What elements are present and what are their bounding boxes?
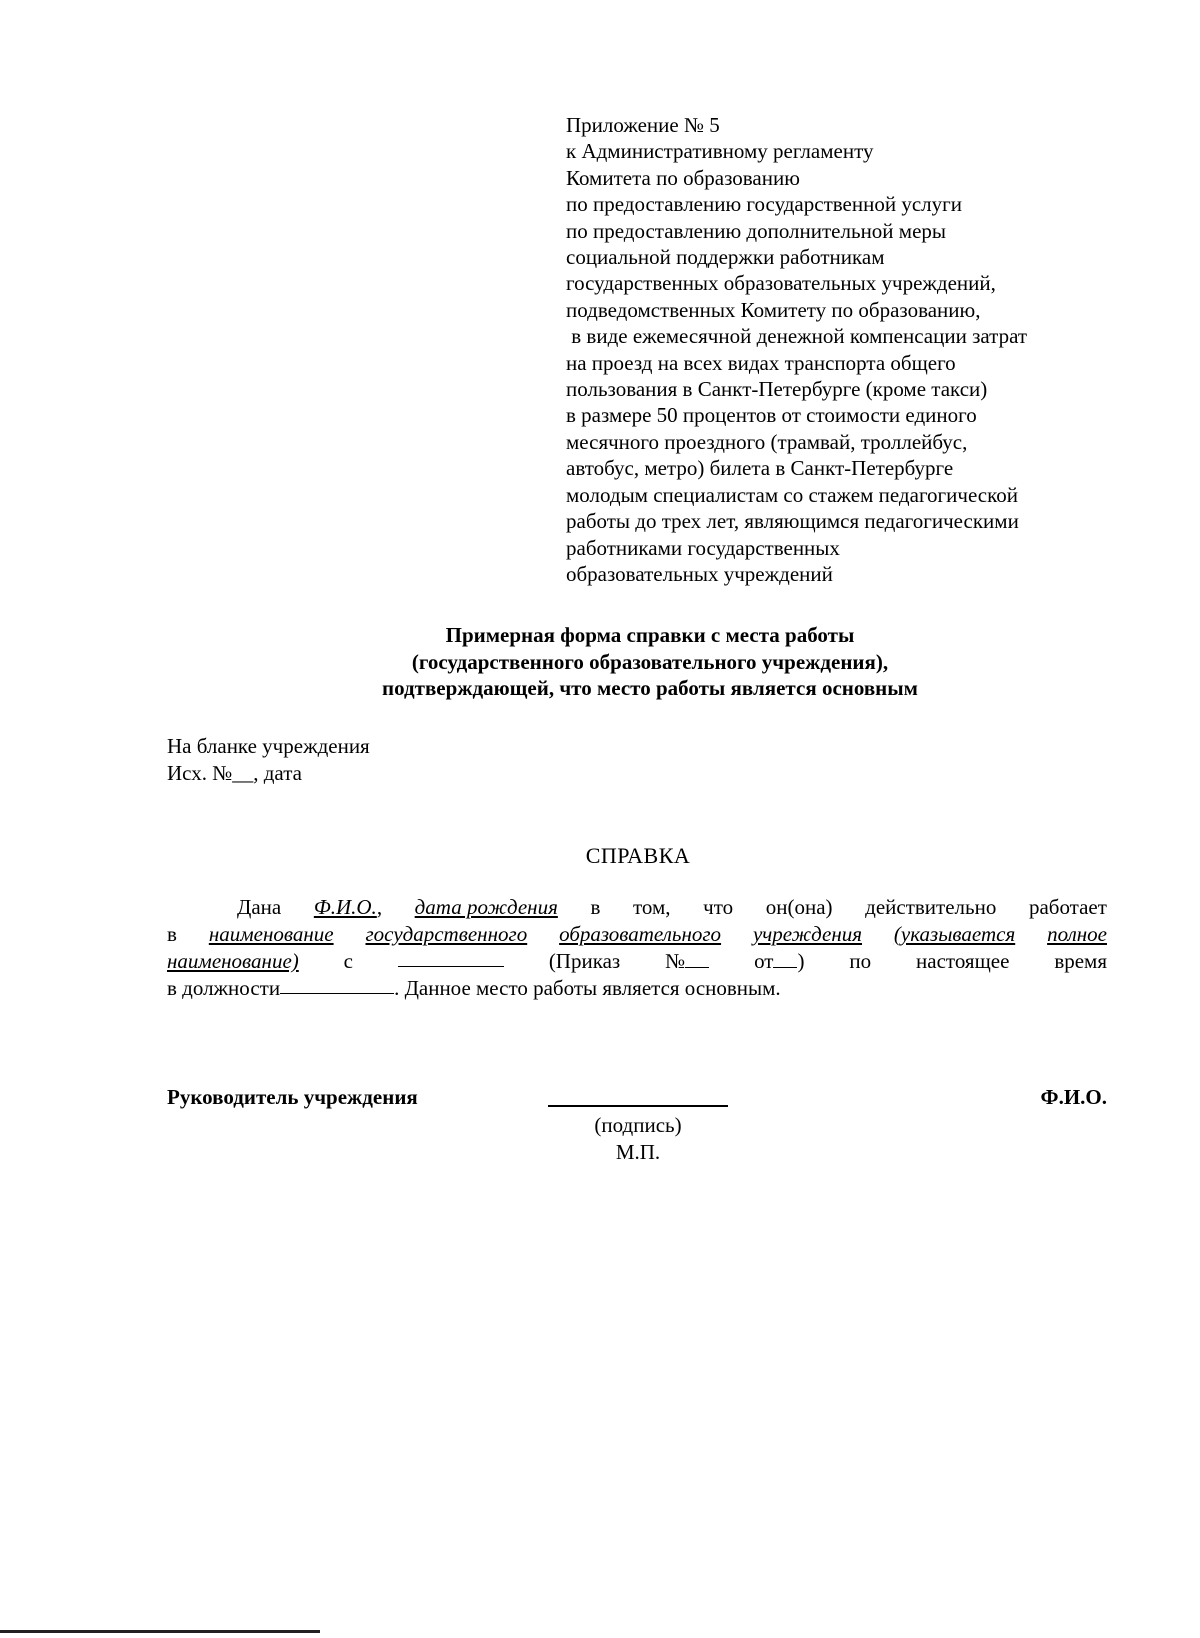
annex-line: социальной поддержки работникам (566, 245, 885, 270)
annex-line: работы до трех лет, являющимся педагогическими (566, 509, 1019, 534)
annex-line: по предоставлению государственной услуги (566, 192, 962, 217)
form-title-line-1: Примерная форма справки с места работы (445, 623, 855, 647)
body-line-4 (167, 975, 1107, 1002)
annex-line: в виде ежемесячной денежной компенсации затрат (566, 324, 1028, 349)
scan-edge-line (0, 1630, 320, 1633)
body-word: он(она) (765, 895, 833, 919)
outgoing-number-line: Исх. №__, дата (167, 761, 302, 785)
fio-text: Ф.И.О. (313, 895, 377, 919)
body-word: (Приказ (548, 949, 621, 973)
institution-name-placeholder: (указывается (893, 922, 1016, 946)
annex-line: Приложение № 5 (566, 113, 720, 137)
body-word: что (703, 895, 734, 919)
annex-line: на проезд на всех видах транспорта общего (566, 350, 956, 375)
annex-line: подведомственных Комитету по образованию, (566, 297, 981, 322)
annex-line: образовательных учреждений (566, 561, 833, 586)
body-word: время (1054, 949, 1107, 973)
document-heading: СПРАВКА (585, 843, 691, 868)
institution-name-placeholder: государственного (365, 922, 528, 946)
body-word: работает (1028, 895, 1107, 919)
form-title (160, 622, 1140, 702)
body-word: Дана (237, 895, 282, 919)
order-date-close: ) (797, 949, 805, 973)
body-line-1 (167, 894, 1107, 921)
position-label: в должности (167, 976, 281, 1000)
institution-name-placeholder: образовательного (559, 922, 722, 946)
annex-line: государственных образовательных учреждений, (566, 271, 996, 296)
annex-line: Комитета по образованию (566, 165, 800, 190)
head-of-institution-label: Руководитель учреждения (167, 1085, 418, 1109)
birth-date-placeholder: дата рождения (414, 895, 558, 919)
annex-line: автобус, метро) билета в Санкт-Петербурге (566, 456, 954, 481)
order-date-label: от (754, 949, 774, 973)
stamp-place-label: М.П. (615, 1140, 661, 1164)
order-number-blank (685, 949, 709, 968)
body-word: по (849, 949, 872, 973)
letterhead-note (167, 733, 370, 787)
annex-line: работниками государственных (566, 535, 840, 560)
signature-caption: (подпись) (594, 1113, 682, 1137)
annex-header (566, 112, 1126, 587)
signature-line (548, 1105, 728, 1107)
annex-line: молодым специалистам со стажем педагогической (566, 482, 1018, 507)
institution-name-placeholder: наименование (208, 922, 334, 946)
body-word: с (343, 949, 353, 973)
certificate-body (167, 894, 1107, 1002)
order-date (754, 948, 804, 975)
annex-line: по предоставлению дополнительной меры (566, 218, 947, 243)
form-title-line-3: подтверждающей, что место работы является основным (382, 676, 918, 700)
signature-block (167, 1085, 1107, 1115)
order-number (665, 948, 709, 975)
annex-line: пользования в Санкт-Петербурге (кроме такси) (566, 377, 988, 402)
order-date-blank (773, 949, 797, 968)
body-word: настоящее (916, 949, 1010, 973)
fio-placeholder (314, 894, 382, 921)
annex-line: в размере 50 процентов от стоимости единого (566, 403, 977, 428)
main-workplace-statement: . Данное место работы является основным. (394, 976, 781, 1000)
body-word: в (590, 895, 601, 919)
position-blank (280, 975, 394, 994)
form-title-line-2: (государственного образовательного учреждения), (411, 649, 889, 674)
annex-line: месячного проездного (трамвай, троллейбус, (566, 429, 968, 454)
body-word: в (167, 922, 177, 946)
body-line-3 (167, 948, 1107, 975)
body-line-2 (167, 921, 1107, 948)
body-word: том, (633, 895, 671, 919)
body-word: , (376, 895, 383, 919)
institution-name-placeholder: полное (1047, 922, 1107, 946)
letterhead-line-1: На бланке учреждения (167, 734, 370, 758)
start-date-blank (398, 948, 504, 967)
institution-name-placeholder: наименование) (167, 949, 299, 973)
annex-line: к Административному регламенту (566, 139, 874, 164)
body-word: действительно (865, 895, 997, 919)
signatory-name: Ф.И.О. (1040, 1085, 1107, 1109)
order-number-label: № (665, 949, 686, 973)
institution-name-placeholder: учреждения (752, 922, 863, 946)
